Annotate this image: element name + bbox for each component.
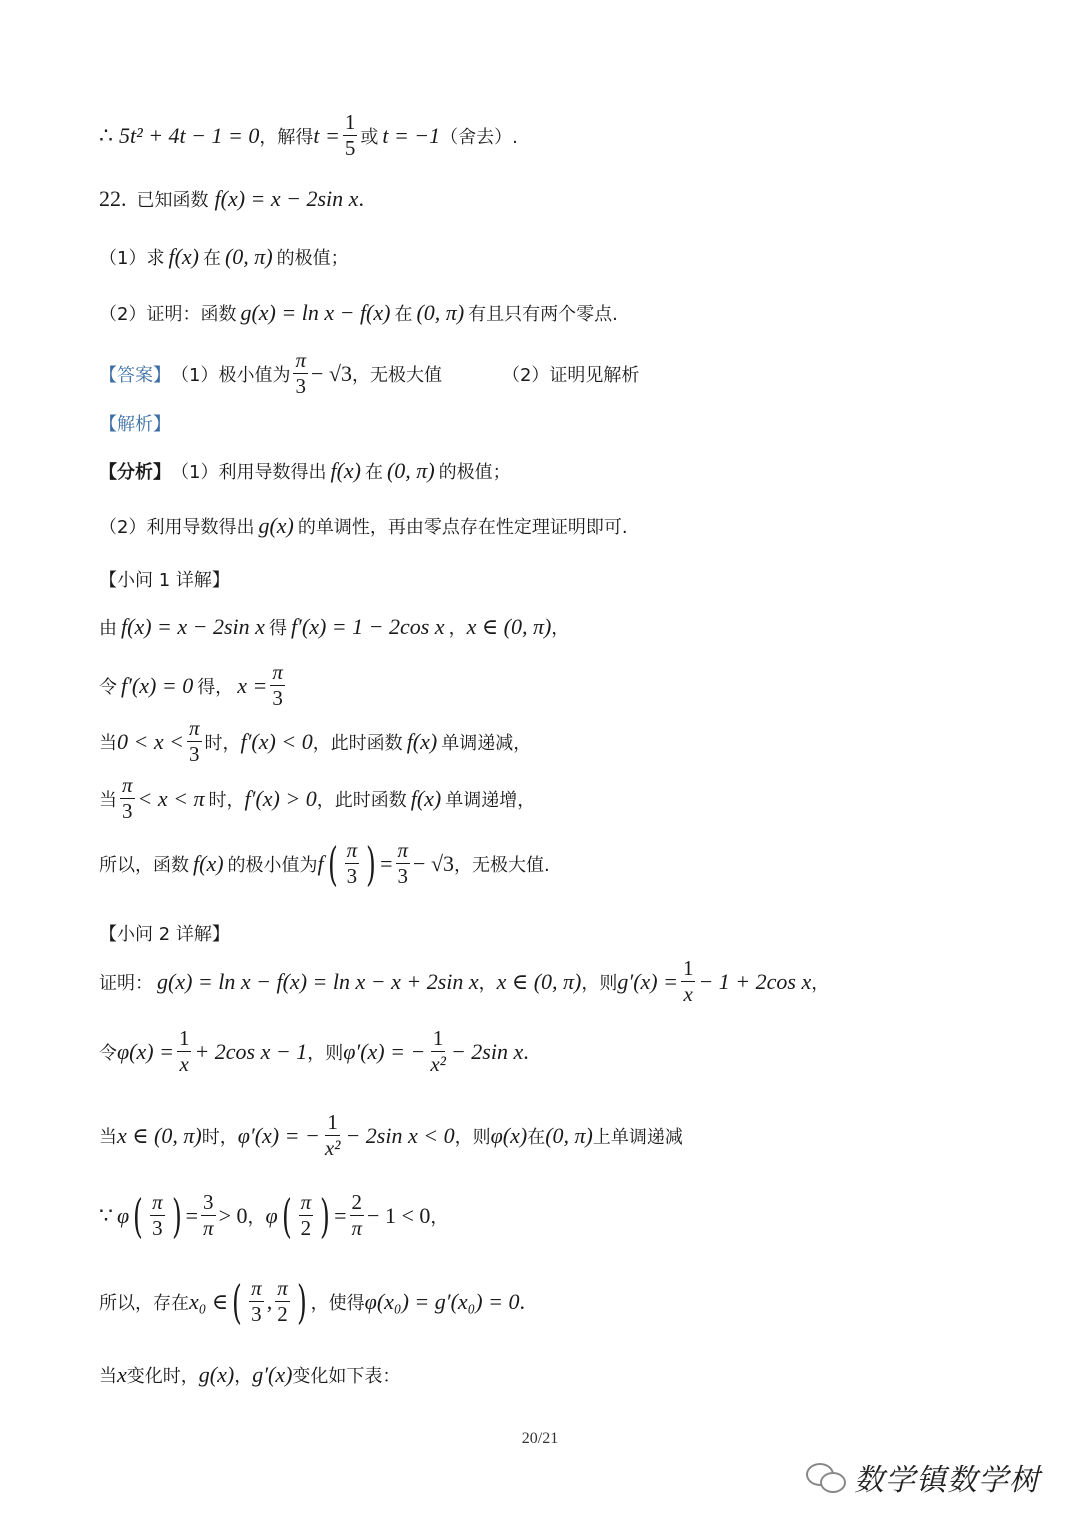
watermark-text: 数学镇数学树: [854, 1463, 1040, 1498]
function-definition: f(x) = x − 2sin x: [214, 186, 359, 211]
answer-line: 【答案】 （1）极小值为 $\frac{\pi}{3}$ − √3 ，无极大值 （2）证明见解析: [99, 348, 640, 398]
watermark: [806, 1455, 1040, 1499]
analysis-line-2: （2）利用导数得出 g(x) 的单调性，再由零点存在性定理证明即可.: [99, 513, 628, 538]
text-discard: （舍去）.: [440, 126, 518, 148]
t-neg-one: t = −1: [382, 122, 441, 148]
analysis-line-1: 【分析】 （1）利用导数得出 f(x) 在 (0, π) 的极值；: [99, 458, 511, 483]
wechat-icon: [806, 1461, 846, 1493]
therefore-symbol: ∴: [99, 122, 113, 148]
analysis-tag-line: [99, 410, 171, 436]
text-or: 或: [360, 126, 379, 148]
question-number: 22.: [99, 186, 127, 211]
sub1-increasing-line: 当 $\frac{\pi}{3}$ < x < π 时， f′(x) > 0 ，此时函数 f(x) 单调递增，: [99, 773, 536, 823]
sub1-critical-point-line: 令 f′(x) = 0 得， x = $\frac{\pi}{3}$: [99, 660, 283, 710]
quadratic-equation: 5t² + 4t − 1 = 0: [119, 122, 260, 148]
sub2-existence-line: 所以，存在 x₀ ∈ ( $\frac{\pi}{3}$ , $\frac{\pi}{2}$ ) ，使得 φ(x₀) = g′(x₀) = 0 .: [99, 1274, 525, 1329]
fraction-one-fifth: $\frac{1}{5}$: [344, 110, 356, 160]
t-equals: t =: [313, 122, 340, 148]
question-part-2: （2）证明：函数 g(x) = ln x − f(x) 在 (0, π) 有且只有两个零点.: [99, 300, 618, 325]
sub1-derivative-line: 由 f(x) = x − 2sin x 得 f′(x) = 1 − 2cos x ， x ∈ (0, π) ，: [99, 614, 570, 639]
sub1-conclusion-line: 所以，函数 f(x) 的极小值为 f ( $\frac{\pi}{3}$ ) = $\frac{\pi}{3}$ − √3 ，无极大值.: [99, 836, 550, 891]
sub2-proof-line: 证明： g(x) = ln x − f(x) = ln x − x + 2sin x ， x ∈ (0, π) ，则 g′(x) = $\frac{1}{x}$ − 1 + 2cos x ，: [99, 956, 830, 1006]
text-solve: ，解得: [259, 126, 314, 148]
sub2-phi-line: 令 φ(x) = $\frac{1}{x}$ + 2cos x − 1 ，则 φ′(x) = − $\frac{1}{\text{x²}}$ − 2sin x .: [99, 1026, 529, 1076]
sub-question-1-tag: 【小问 1 详解】: [99, 570, 230, 591]
fraction-pi-3: $\frac{\pi}{3}$: [295, 348, 306, 398]
question-text: 已知函数: [136, 190, 209, 211]
analysis-tag: 【解析】: [99, 414, 171, 435]
sub2-monotonic-line: 当 x ∈ (0, π) 时， φ′(x) = − $\frac{1}{\text{x²}}$ − 2sin x < 0 ，则 φ(x) 在 (0, π) 上单调递减: [99, 1110, 683, 1160]
question-part-1: （1）求 f(x) 在 (0, π) 的极值；: [99, 244, 349, 269]
question-22: 22. 已知函数 f(x) = x − 2sin x .: [99, 186, 364, 211]
answer-tag: 【答案】: [99, 364, 171, 386]
page-number: 20/21: [521, 1430, 559, 1447]
sub2-sign-check-line: ∵ φ ( $\frac{\pi}{3}$ ) = $\frac{3}{\pi}$ > 0 ， φ ( $\frac{\pi}{2}$ ) = $\frac{2}{\pi}$ − 1 < 0 ，: [99, 1188, 449, 1243]
line-quadratic: [99, 112, 518, 159]
sub1-decreasing-line: 当 0 < x < $\frac{\pi}{3}$ 时， f′(x) < 0 ，此时函数 f(x) 单调递减，: [99, 716, 532, 766]
sub2-table-intro-line: 当 x 变化时， g(x) ， g′(x) 变化如下表：: [99, 1362, 401, 1387]
sub-question-2-tag: 【小问 2 详解】: [99, 924, 230, 945]
